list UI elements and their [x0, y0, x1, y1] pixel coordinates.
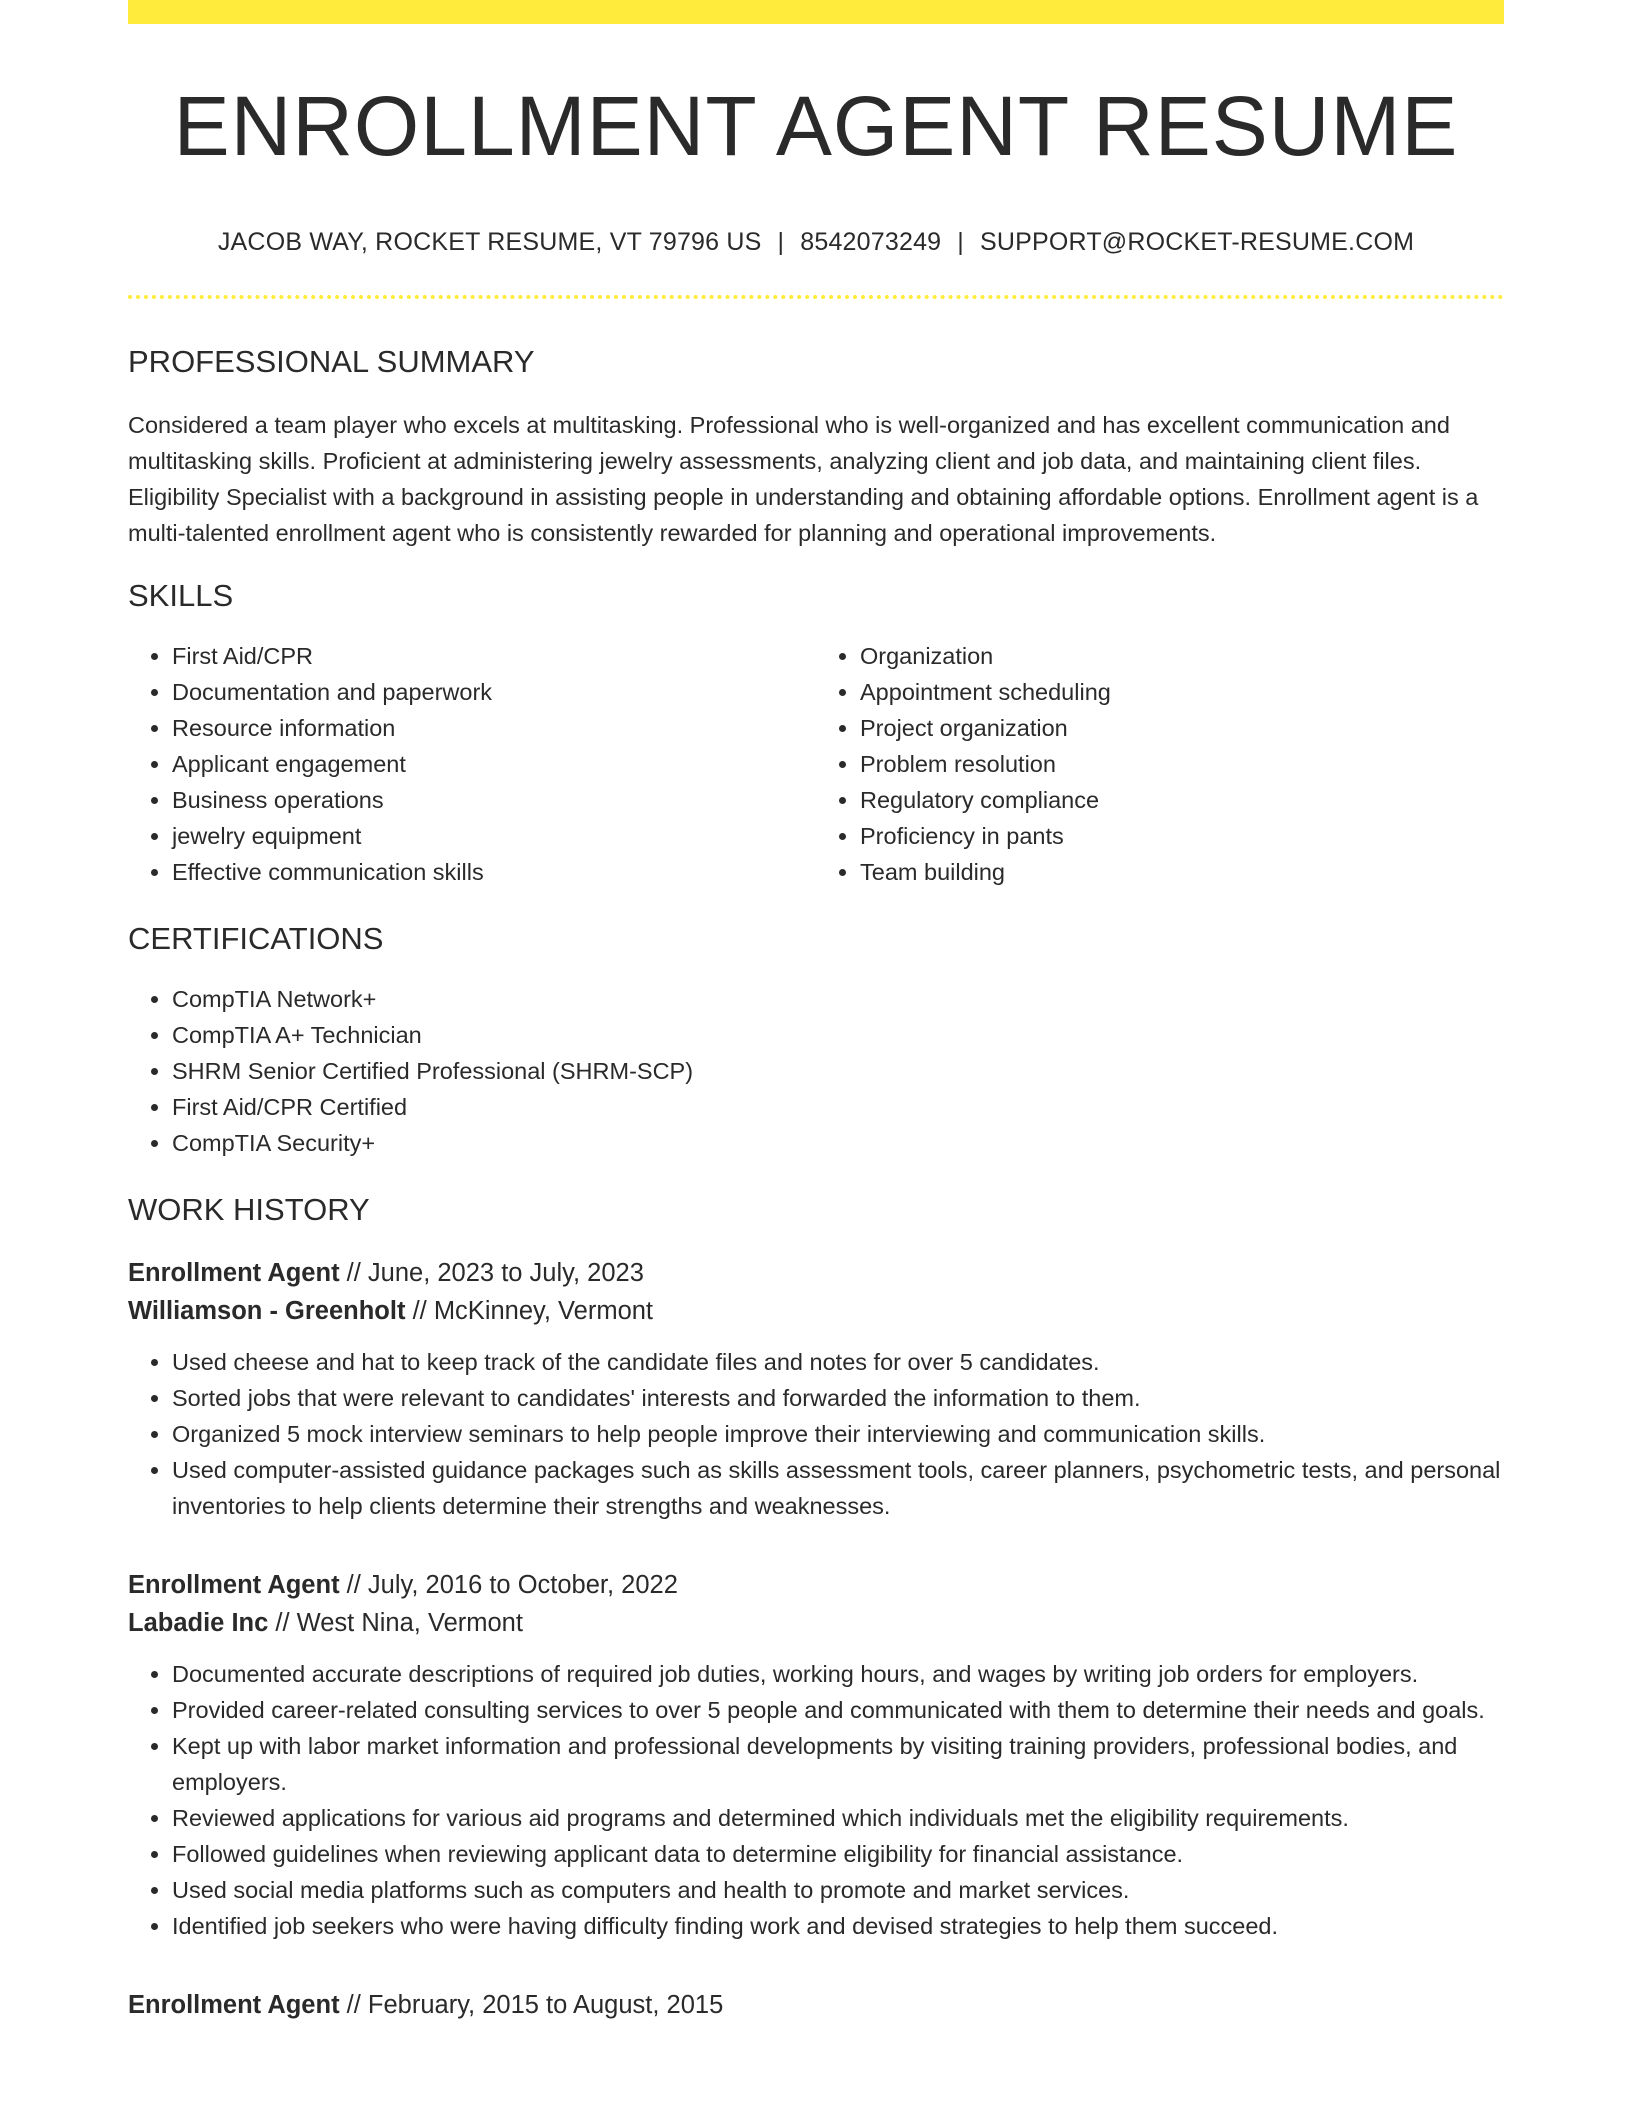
skill-item: • jewelry equipment [172, 818, 816, 854]
skill-item: • Organization [860, 638, 1504, 674]
summary-heading: PROFESSIONAL SUMMARY [128, 344, 535, 380]
work-history-list [128, 1254, 1504, 2024]
skill-item: • Regulatory compliance [860, 782, 1504, 818]
job-duty-item: • Identified job seekers who were having difficulty finding work and devised strategies to help them succeed. [172, 1908, 1504, 1944]
skills-heading: SKILLS [128, 577, 234, 613]
job-company: Labadie Inc [128, 1609, 269, 1638]
job-location: // McKinney, Vermont [412, 1297, 654, 1326]
job-duty-item: • Documented accurate descriptions of required job duties, working hours, and wages by writing job orders for employers. [172, 1656, 1504, 1692]
job-dates: // July, 2016 to October, 2022 [346, 1571, 678, 1600]
skill-item: • Team building [860, 854, 1504, 890]
job-duty-item: • Provided career-related consulting services to over 5 people and communicated with them to determine their needs and goals. [172, 1692, 1504, 1728]
contact-separator: | [957, 228, 964, 257]
job-company: Williamson - Greenholt [128, 1297, 406, 1326]
job-title-line [128, 1566, 1504, 1604]
resume-page [128, 0, 1504, 2024]
certification-item: • SHRM Senior Certified Professional (SHRM-SCP) [172, 1053, 1504, 1089]
contact-email: SUPPORT@ROCKET-RESUME.COM [980, 228, 1415, 257]
job-entry [128, 1254, 1504, 1524]
work-history-heading: WORK HISTORY [128, 1191, 370, 1227]
skill-item: • Documentation and paperwork [172, 674, 816, 710]
skill-item: • Business operations [172, 782, 816, 818]
skill-item: • Proficiency in pants [860, 818, 1504, 854]
job-duty-item: • Followed guidelines when reviewing applicant data to determine eligibility for financial assistance. [172, 1836, 1504, 1872]
job-duty-item: • Used social media platforms such as computers and health to promote and market services. [172, 1872, 1504, 1908]
job-duties-list [128, 1656, 1504, 1944]
job-duty-item: • Used computer-assisted guidance packages such as skills assessment tools, career planners, psychometric tests, and personal inventories to help clients determine their strengths and weaknesses. [172, 1452, 1504, 1524]
skill-item: • Project organization [860, 710, 1504, 746]
dotted-divider [128, 295, 1504, 299]
contact-phone: 8542073249 [800, 228, 942, 257]
job-duties-list [128, 1344, 1504, 1524]
job-duty-item: • Reviewed applications for various aid programs and determined which individuals met the eligibility requirements. [172, 1800, 1504, 1836]
job-title-line [128, 1254, 1504, 1292]
certifications-list [128, 981, 1504, 1161]
skill-item: • Effective communication skills [172, 854, 816, 890]
certification-item: • CompTIA Security+ [172, 1125, 1504, 1161]
job-duty-item: • Kept up with labor market information and professional developments by visiting training providers, professional bodies, and employers. [172, 1728, 1504, 1800]
contact-address: JACOB WAY, ROCKET RESUME, VT 79796 US [217, 228, 762, 257]
top-accent-bar [128, 0, 1504, 24]
skill-item: • Problem resolution [860, 746, 1504, 782]
job-dates: // June, 2023 to July, 2023 [346, 1259, 644, 1288]
job-duty-item: • Used cheese and hat to keep track of the candidate files and notes for over 5 candidates. [172, 1344, 1504, 1380]
skills-columns [128, 638, 1504, 890]
job-location: // West Nina, Vermont [275, 1609, 523, 1638]
certification-item: • CompTIA A+ Technician [172, 1017, 1504, 1053]
job-duty-item: • Sorted jobs that were relevant to candidates' interests and forwarded the information to them. [172, 1380, 1504, 1416]
job-dates: // February, 2015 to August, 2015 [346, 1991, 724, 2020]
job-title-line [128, 1986, 1504, 2024]
contact-line [128, 228, 1504, 257]
job-entry [128, 1566, 1504, 1944]
certification-item: • First Aid/CPR Certified [172, 1089, 1504, 1125]
skill-item: • First Aid/CPR [172, 638, 816, 674]
job-company-line [128, 1604, 1504, 1642]
job-title: Enrollment Agent [128, 1259, 340, 1288]
job-entry [128, 1986, 1504, 2024]
skills-right-list [816, 638, 1504, 890]
skill-item: • Resource information [172, 710, 816, 746]
skill-item: • Applicant engagement [172, 746, 816, 782]
certification-item: • CompTIA Network+ [172, 981, 1504, 1017]
certifications-heading: CERTIFICATIONS [128, 920, 384, 956]
job-duty-item: • Organized 5 mock interview seminars to help people improve their interviewing and communication skills. [172, 1416, 1504, 1452]
job-title: Enrollment Agent [128, 1991, 340, 2020]
skill-item: • Appointment scheduling [860, 674, 1504, 710]
contact-separator: | [777, 228, 785, 257]
job-title: Enrollment Agent [128, 1571, 340, 1600]
skills-left-list [128, 638, 816, 890]
resume-title: ENROLLMENT AGENT RESUME [173, 79, 1459, 173]
summary-text: Considered a team player who excels at multitasking. Professional who is well-organized and has excellent communication and multitasking skills. Proficient at administering jewelry assessments, analyzing client and job data, and maintaining client files. Eligibility Specialist with a background in assisting people in understanding and obtaining affordable options. Enrollment agent is a multi-talented enrollment agent who is consistently rewarded for planning and operational improvements. [128, 411, 1479, 546]
job-company-line [128, 1292, 1504, 1330]
